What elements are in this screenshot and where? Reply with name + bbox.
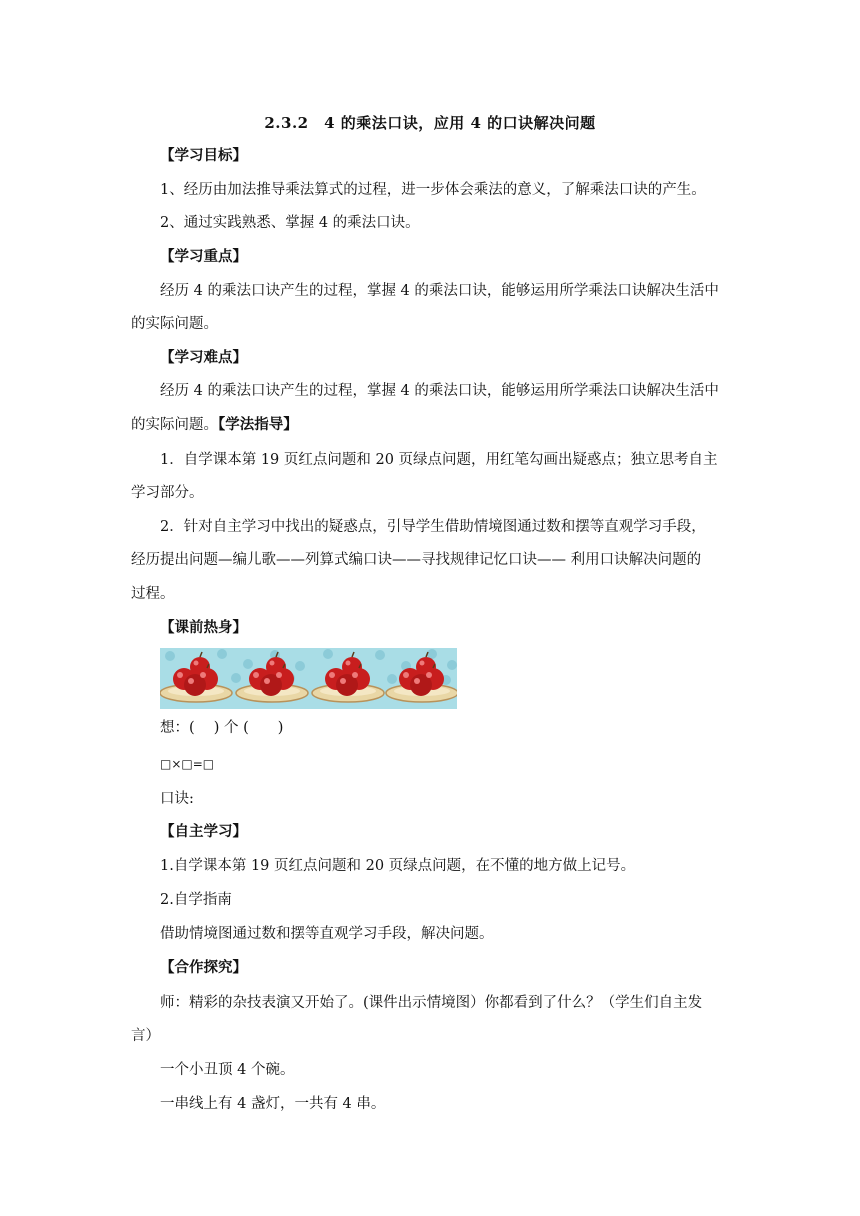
self-study-item-1: 1.自学课本第 19 页红点问题和 20 页绿点问题，在不懂的地方做上记号。: [160, 858, 636, 874]
method-item-2-line-3: 过程。: [131, 586, 175, 602]
goal-item-2: 2、通过实践熟悉、掌握 4 的乘法口诀。: [160, 215, 420, 231]
goal-item-1: 1、经历由加法推导乘法算式的过程，进一步体会乘法的意义，了解乘法口诀的产生。: [160, 182, 706, 198]
self-study-item-2: 2.自学指南: [160, 892, 232, 908]
cooperation-heading: 【合作探究】: [160, 959, 247, 976]
method-item-2-line-2: 经历提出问题—编儿歌——列算式编口诀——寻找规律记忆口诀—— 利用口诀解决问题的: [131, 552, 702, 568]
cooperation-line-4: 一串线上有 4 盏灯，一共有 4 串。: [160, 1096, 386, 1112]
warmup-heading: 【课前热身】: [160, 619, 247, 636]
key-points-heading: 【学习重点】: [160, 248, 247, 265]
key-points-line-1: 经历 4 的乘法口诀产生的过程，掌握 4 的乘法口诀，能够运用所学乘法口诀解决生活中: [160, 283, 719, 299]
method-item-1-line-1: 1．自学课本第 19 页红点问题和 20 页绿点问题，用红笔勾画出疑惑点；独立思考自主: [160, 452, 718, 468]
method-heading: 【学法指导】: [218, 416, 298, 433]
difficulty-line-2: [131, 415, 298, 435]
cooperation-line-1: 师：精彩的杂技表演又开始了。(课件出示情境图）你都看到了什么？（学生们自主发: [160, 995, 703, 1011]
method-item-1-line-2: 学习部分。: [131, 485, 204, 501]
formula-blanks: □×□=□: [160, 757, 215, 771]
key-points-line-2: 的实际问题。: [131, 316, 218, 332]
cooperation-line-2: 言）: [131, 1028, 160, 1044]
apple-plates-picture: [160, 648, 457, 709]
method-item-2-line-1: 2．针对自主学习中找出的疑惑点，引导学生借助情境图通过数和摆等直观学习手段，: [160, 519, 706, 535]
difficulty-text: 的实际问题。: [131, 417, 218, 433]
think-prompt: 想：( ) 个 ( ): [160, 720, 284, 736]
page-title: 2.3.2 4 的乘法口诀，应用 4 的口诀解决问题: [264, 114, 596, 132]
difficulty-line-1: 经历 4 的乘法口诀产生的过程，掌握 4 的乘法口诀，能够运用所学乘法口诀解决生活中: [160, 383, 719, 399]
self-study-guide: 借助情境图通过数和摆等直观学习手段，解决问题。: [160, 926, 494, 942]
rhyme-prompt: 口诀:: [160, 791, 194, 807]
goals-heading: 【学习目标】: [160, 147, 247, 164]
self-study-heading: 【自主学习】: [160, 823, 247, 840]
cooperation-line-3: 一个小丑顶 4 个碗。: [160, 1062, 295, 1078]
difficulty-heading: 【学习难点】: [160, 349, 247, 366]
